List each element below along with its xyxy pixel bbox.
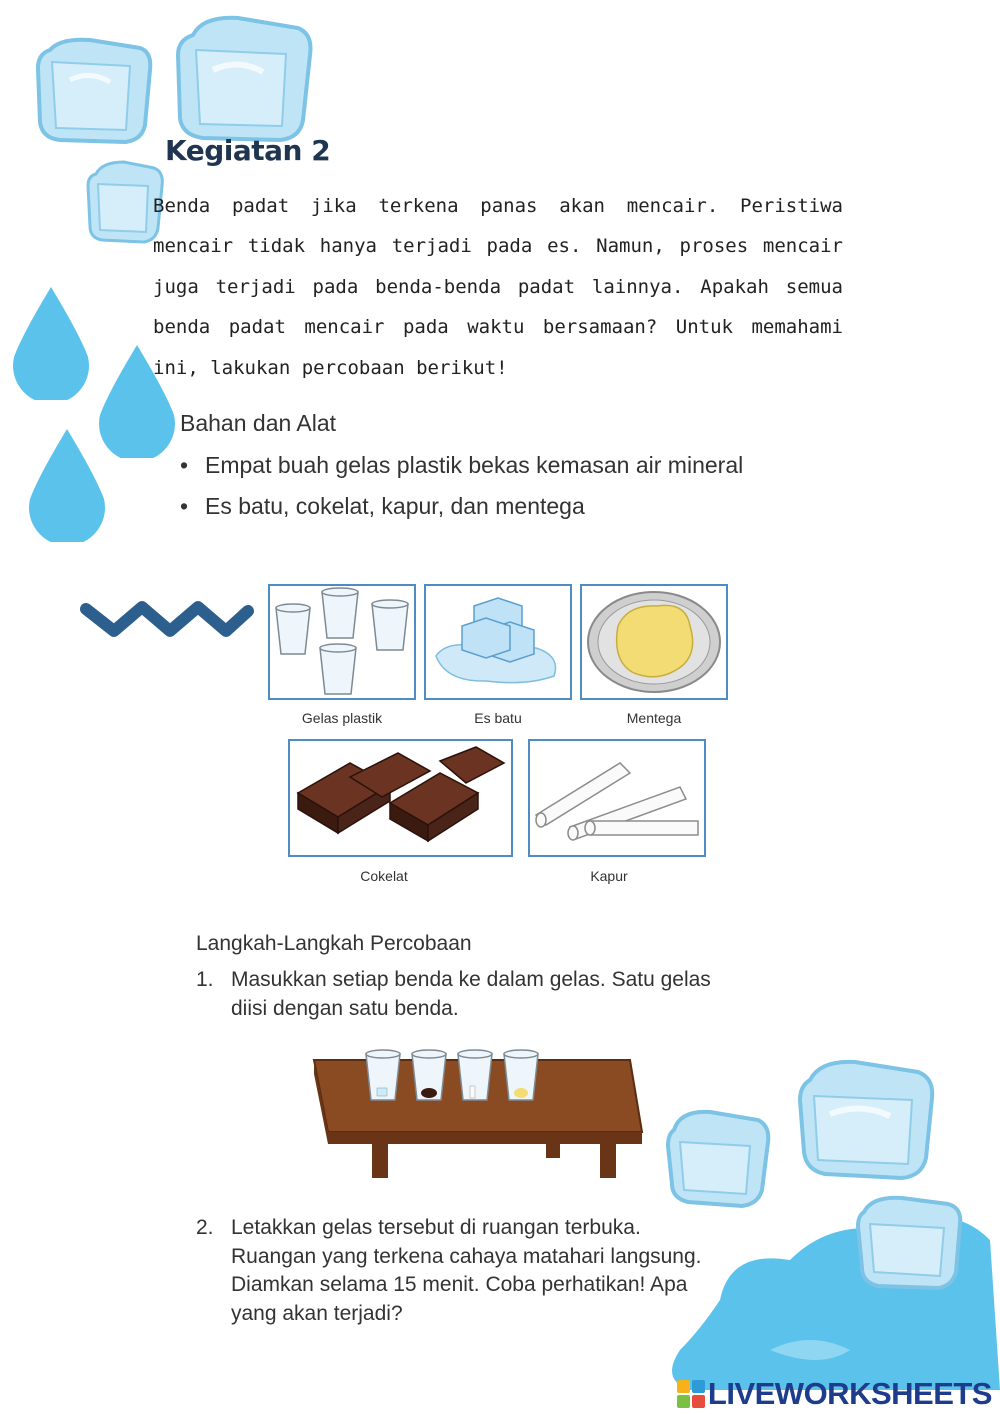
plastic-cups-picture bbox=[268, 584, 416, 700]
water-drop-icon bbox=[26, 427, 108, 542]
water-drop-icon bbox=[10, 285, 92, 400]
table-with-cups-illustration bbox=[300, 1040, 645, 1180]
steps-list-continued bbox=[196, 1214, 716, 1328]
butter-picture bbox=[580, 584, 728, 700]
caption-gelas: Gelas plastik bbox=[301, 710, 383, 726]
step-number: 1. bbox=[196, 968, 214, 991]
liveworksheets-badge-icon bbox=[677, 1380, 705, 1408]
caption-cokelat: Cokelat bbox=[360, 868, 408, 884]
caption-kapur: Kapur bbox=[590, 868, 628, 884]
liveworksheets-logo bbox=[677, 1376, 992, 1412]
logo-text: LIVEWORKSHEETS bbox=[707, 1376, 992, 1411]
materials-item: • Es batu, cokelat, kapur, dan mentega bbox=[180, 491, 780, 522]
step-item bbox=[196, 966, 726, 1023]
step-text: Masukkan setiap benda ke dalam gelas. Satu gelas diisi dengan satu benda. bbox=[231, 968, 711, 1020]
steps-heading: Langkah-Langkah Percobaan bbox=[196, 932, 472, 955]
caption-es: Es batu bbox=[474, 710, 522, 726]
step-number: 2. bbox=[196, 1216, 214, 1239]
step-item bbox=[196, 1214, 716, 1328]
ice-cube-top-icon bbox=[168, 10, 318, 150]
chalk-picture bbox=[528, 739, 706, 857]
materials-list bbox=[180, 450, 780, 532]
step-text: Letakkan gelas tersebut di ruangan terbuka. Ruangan yang terkena cahaya matahari langsung. Diamkan selama 15 menit. Coba perhatikan! Apa yang akan terjadi? bbox=[231, 1216, 702, 1325]
ice-cubes-picture bbox=[424, 584, 572, 700]
intro-paragraph: Benda padat jika terkena panas akan mencair. Peristiwa mencair tidak hanya terjadi pada es. Namun, proses mencair juga terjadi pada benda-benda padat lainnya. Apakah semua benda padat mencair pada waktu bersamaan? Untuk memahami ini, lakukan percobaan berikut! bbox=[153, 195, 843, 379]
melting-ice-decoration-icon bbox=[650, 1050, 1000, 1390]
steps-list bbox=[196, 966, 726, 1023]
chocolate-icon bbox=[290, 741, 511, 855]
page-title: Kegiatan 2 bbox=[165, 134, 331, 167]
caption-mentega: Mentega bbox=[626, 710, 682, 726]
materials-item: • Empat buah gelas plastik bekas kemasan air mineral bbox=[180, 450, 780, 481]
ice-block-icon bbox=[426, 586, 570, 698]
ice-cube-top-left-icon bbox=[30, 30, 160, 150]
materials-heading: Bahan dan Alat bbox=[180, 410, 337, 436]
zigzag-decoration bbox=[78, 595, 256, 643]
butter-plate-icon bbox=[582, 586, 726, 698]
plastic-cup-icon bbox=[270, 586, 414, 698]
chocolate-picture bbox=[288, 739, 513, 857]
chalk-icon bbox=[530, 741, 704, 855]
